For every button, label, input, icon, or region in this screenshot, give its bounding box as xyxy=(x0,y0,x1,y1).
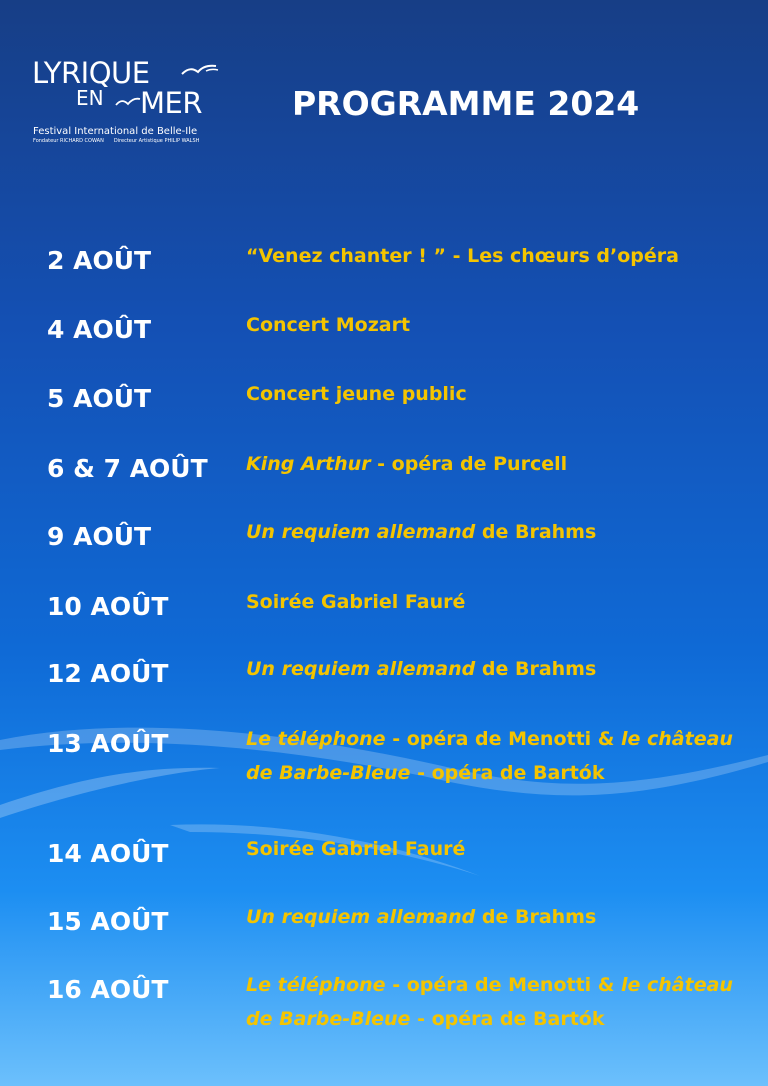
event-title xyxy=(246,832,761,866)
work-title: Le téléphone xyxy=(246,728,386,750)
logo-line-2: EN xyxy=(76,86,104,110)
logo-credits xyxy=(33,138,199,145)
event-date: 12 AOÛT xyxy=(47,659,169,688)
page-title: PROGRAMME 2024 xyxy=(292,84,640,123)
event-text: Soirée Gabriel Fauré xyxy=(246,838,466,860)
event-date: 16 AOÛT xyxy=(47,975,169,1004)
event-title xyxy=(246,900,761,934)
logo-line-3: MER xyxy=(140,86,202,120)
director-credit: Directeur Artistique PHILIP WALSH xyxy=(113,138,200,144)
work-title: Un requiem allemand xyxy=(246,521,476,543)
work-title: Un requiem allemand xyxy=(246,906,476,928)
event-text: Soirée Gabriel Fauré xyxy=(246,591,466,613)
event-text: - opéra de Purcell xyxy=(370,453,568,475)
event-date: 9 AOÛT xyxy=(47,522,152,551)
event-title xyxy=(246,308,761,342)
founder-credit: Fondateur RICHARD COWAN xyxy=(33,138,104,144)
seagull-icon xyxy=(114,96,142,108)
event-title xyxy=(246,377,761,411)
work-title: le château de Barbe-Bleue xyxy=(246,974,733,1030)
event-text: de Brahms xyxy=(475,521,597,543)
event-title xyxy=(246,239,761,273)
event-text: - opéra de Menotti & xyxy=(385,728,621,750)
logo-subtitle: Festival International de Belle-Ile xyxy=(33,126,198,137)
event-title xyxy=(246,447,761,481)
event-title xyxy=(246,515,761,549)
event-date: 13 AOÛT xyxy=(47,729,169,758)
event-date: 4 AOÛT xyxy=(47,315,152,344)
event-text: “Venez chanter ! ” - Les chœurs d’opéra xyxy=(246,245,679,267)
event-text: - opéra de Bartók xyxy=(410,762,605,784)
event-text: de Brahms xyxy=(475,906,597,928)
event-date: 15 AOÛT xyxy=(47,907,169,936)
work-title: le château de Barbe-Bleue xyxy=(246,728,733,784)
work-title: King Arthur xyxy=(246,453,371,475)
work-title: Un requiem allemand xyxy=(246,658,476,680)
work-title: Le téléphone xyxy=(246,974,386,996)
event-text: Concert Mozart xyxy=(246,314,411,336)
event-date: 5 AOÛT xyxy=(47,384,152,413)
event-date: 6 & 7 AOÛT xyxy=(47,454,208,483)
event-date: 10 AOÛT xyxy=(47,592,169,621)
event-date: 14 AOÛT xyxy=(47,839,169,868)
logo-line-1: LYRIQUE xyxy=(32,56,150,90)
event-title xyxy=(246,722,761,790)
event-text: Concert jeune public xyxy=(246,383,467,405)
event-date: 2 AOÛT xyxy=(47,246,152,275)
seagull-icon xyxy=(180,62,222,78)
event-title xyxy=(246,652,761,686)
event-title xyxy=(246,585,761,619)
event-text: - opéra de Bartók xyxy=(410,1008,605,1030)
festival-logo xyxy=(30,56,230,151)
event-text: - opéra de Menotti & xyxy=(385,974,621,996)
event-title xyxy=(246,968,761,1036)
event-text: de Brahms xyxy=(475,658,597,680)
